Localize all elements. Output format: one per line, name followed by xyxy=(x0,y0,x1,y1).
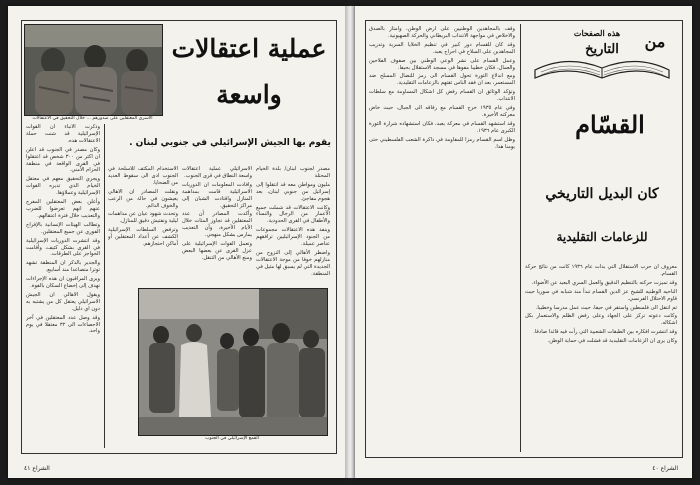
column-logo xyxy=(527,24,677,84)
crowd-photo xyxy=(138,288,328,436)
column-divider xyxy=(104,124,105,448)
subheadline: يقوم بها الجيش الإسرائيلي في جنوبي لبنان . xyxy=(129,138,331,148)
paragraph: وتحدث شهود عيان عن مداهمات ليلية وتفتيش دقيق للمنازل. xyxy=(108,211,178,225)
right-page xyxy=(355,6,692,478)
top-photo-caption: الاسرى المعتقلين على صدورهم ... خلال التحقيق في الاعتقالات xyxy=(32,116,153,121)
paragraph: وقد وصل عدد المعتقلين في آخر الاحصاءات الى ٣٢ معتقلا في يوم واحد. xyxy=(26,314,100,335)
paragraph: وتطالب الهيئات الإنسانية بالإفراج الفوري عن جميع المعتقلين. xyxy=(26,221,100,235)
paragraph: وقد تميزت حركته بالتنظيم الدقيق والعمل السري البعيد عن الأضواء. xyxy=(531,279,677,286)
paragraph: ومع اندلاع الثورة تحول القسام الى رمز للنضال المسلح ضد المستعمر، بعد ان فقد الناس ثقتهم بالزعامات التقليدية. xyxy=(369,73,515,87)
headline-traditional-leaderships: للزعامات التقليدية xyxy=(556,230,648,244)
paragraph: وقد كان للقسام دور كبير في تنظيم الخلايا السرية وتدريب المجاهدين على السلاح في احراج يعبد. xyxy=(369,41,515,55)
paragraph: وتعمل القوات الإسرائيلية على عزل القرى عن بعضها البعض ومنع الأهالي من التنقل. xyxy=(182,241,252,261)
paragraph: الاسرائيلي عملية اعتقالات واسعة النطاق في قرى الجنوب. xyxy=(182,166,252,179)
paragraph: وأعلن بعض المعتقلين المفرج عنهم انهم تعرضوا للضرب والتعذيب خلال فترة اعتقالهم. xyxy=(26,199,100,219)
paragraph: وذكرت الأنباء ان القوات الإسرائيلية قد شنت حملة الاعتقالات هذه. xyxy=(26,124,100,144)
paragraph: وافادت المعلومات ان الدوريات الاسرائيلية قامت بمداهمة المنازل واقتادت الشبان إلى مراكز التحقيق. xyxy=(182,181,252,209)
column-logo-word-2: هذه الصفحات xyxy=(573,28,621,38)
headline-alqassam: القسّام xyxy=(575,110,645,139)
paragraph: معروف ان حرب الاستقلال التي بدأت عام ١٩٣٦ كانت من نتائج حركة القسام. xyxy=(525,264,677,277)
paragraph: وقد استشهد القسام في معركة يعبد، فكان استشهاده شرارة الثورة الكبرى عام ١٩٣٦. xyxy=(369,120,515,134)
headline-line-1: عملية اعتقالات xyxy=(171,34,327,63)
paragraph: واضطر الأهالي إلى النزوح من منازلهم خوفا من موجة الاعتقالات الجديدة التي لم يسبق لها مثيل في المنطقة. xyxy=(256,249,330,277)
column-left xyxy=(369,26,515,450)
paragraph: ويجري التحقيق معهم في معتقل الخيام الذي تديره القوات الإسرائيلية وعملاؤها. xyxy=(26,176,100,197)
paragraph: ويقول الاهالي ان الجيش الاسرائيلي يعتقل كل من يشتبه به دون اي دليل. xyxy=(26,291,100,312)
paragraph: وعمل القسام على نشر الوعي الوطني بين صفوف الفلاحين والعمال، فكان خطيبا مفوها في مسجد الاستقلال بحيفا. xyxy=(369,57,515,71)
paragraph: مصدر لجنوب لبنان/ بلدة الخيام المحتلة xyxy=(256,166,330,179)
headline-line-2: واسعة xyxy=(216,80,282,109)
column-divider xyxy=(520,24,521,452)
prisoners-photo-image xyxy=(25,25,162,115)
bottom-photo-caption: القمع الإسرائيلي في الجنوب xyxy=(205,436,259,441)
paragraph: وكانت دعوته تركز على الجهاد وعلى رفض الظلم والاستعمار بكل اشكاله. xyxy=(525,313,677,327)
paragraph: الناحيه الوطنيه للشيخ عز الدين القسام تبدأ منذ شبابه في سوريا حيث قاوم الاحتلال الفرنسي. xyxy=(525,288,677,302)
column-mid-right xyxy=(182,166,252,280)
prisoners-photo xyxy=(24,24,163,116)
paragraph: الاستخدام المكثف للأسلحة في الجنوب ادى الى سقوط العديد من الضحايا. xyxy=(108,166,178,186)
paragraph: وقد انتشرت الدوريات الإسرائيلية في القرى بشكل كثيف، وأقامت الحواجز على الطرقات. xyxy=(26,237,100,258)
column-far-right xyxy=(256,166,330,280)
paragraph: وقف بالمجاهدين الوطنيين على ارض الوطن، وامتاز بالصدق والاخلاص في مواجهة الانتداب البريطاني والحركة الصهيونية. xyxy=(369,26,515,39)
paragraph: مليون ومواطن معه قد انتقلوا إلى إسرائيل من جنوبي لبنان، بعد هجوم مفاجئ. xyxy=(256,181,330,202)
paragraph: وفي عام ١٩٣٥ خرج القسام مع رفاقه الى الجبال، حيث خاض معركته الأخيرة. xyxy=(369,105,515,118)
paragraph: وقد انتشرت افكاره بين الطبقات الشعبية التي رأت فيه قائدا صادقا. xyxy=(533,329,677,336)
page-folio-left: الشراع ٤١ xyxy=(24,465,50,472)
paragraph: ونقلت المصادر ان الاهالي يعيشون في حالة من الرعب والخوف الدائم. xyxy=(108,188,178,209)
book-gutter xyxy=(345,6,355,478)
paragraph: وتؤكد الوثائق ان القسام رفض كل اشكال المساومة مع سلطات الانتداب. xyxy=(369,89,515,103)
headline-historic-alternative: كان البديل التاريخي xyxy=(545,186,659,202)
left-page xyxy=(8,6,345,478)
paragraph: وكانت الاعتقالات قد شملت جميع الأعمار من الرجال والنساء والأطفال في القرى الحدودية. xyxy=(256,204,330,225)
column-far-left xyxy=(26,124,100,446)
column-right xyxy=(525,264,677,450)
crowd-photo-image xyxy=(139,289,327,435)
paragraph: والجدير بالذكر ان المنطقة تشهد توترا متصاعدا منذ أسابيع. xyxy=(26,260,100,274)
paragraph: وأكدت المصادر أن عدد المعتقلين قد تجاوز المئات خلال الأيام الأخيرة، وأن التعذيب يمارس بشكل منهجي. xyxy=(182,211,252,239)
column-logo-word-3: التاريخ xyxy=(585,42,619,57)
paragraph: ويرى المراقبون ان هذه الإجراءات تهدف إلى إخضاع السكان بالقوة. xyxy=(26,276,100,290)
paragraph: وكان يرى ان الزعامات التقليدية قد فشلت في حماية الوطن. xyxy=(547,338,677,345)
paragraph: وظل اسم القسام رمزا للمقاومة في ذاكرة الشعب الفلسطيني حتى يومنا هذا. xyxy=(369,136,515,150)
paragraph: وترفض السلطات الإسرائيلية الكشف عن أعداد المعتقلين أو أماكن احتجازهم. xyxy=(108,227,178,248)
paragraph: وكان مصدر في الجنوب قد اعلن ان اكثر من ٣٠٠ شخص قد اعتقلوا في القرى الواقعة في منطقة الحزام الأمني. xyxy=(26,146,100,174)
column-logo-word-1: من xyxy=(644,32,666,51)
column-mid-left xyxy=(108,166,178,280)
page-folio-right: الشراع ٤٠ xyxy=(652,465,678,472)
paragraph: وينفذ هذه الاعتقالات مجموعات من الجنود الإسرائيليين ترافقهم عناصر عميلة. xyxy=(256,227,330,248)
paragraph: ثم انتقل الى فلسطين واستقر في حيفا، حيث عمل مدرسا وخطيبا. xyxy=(535,304,677,311)
